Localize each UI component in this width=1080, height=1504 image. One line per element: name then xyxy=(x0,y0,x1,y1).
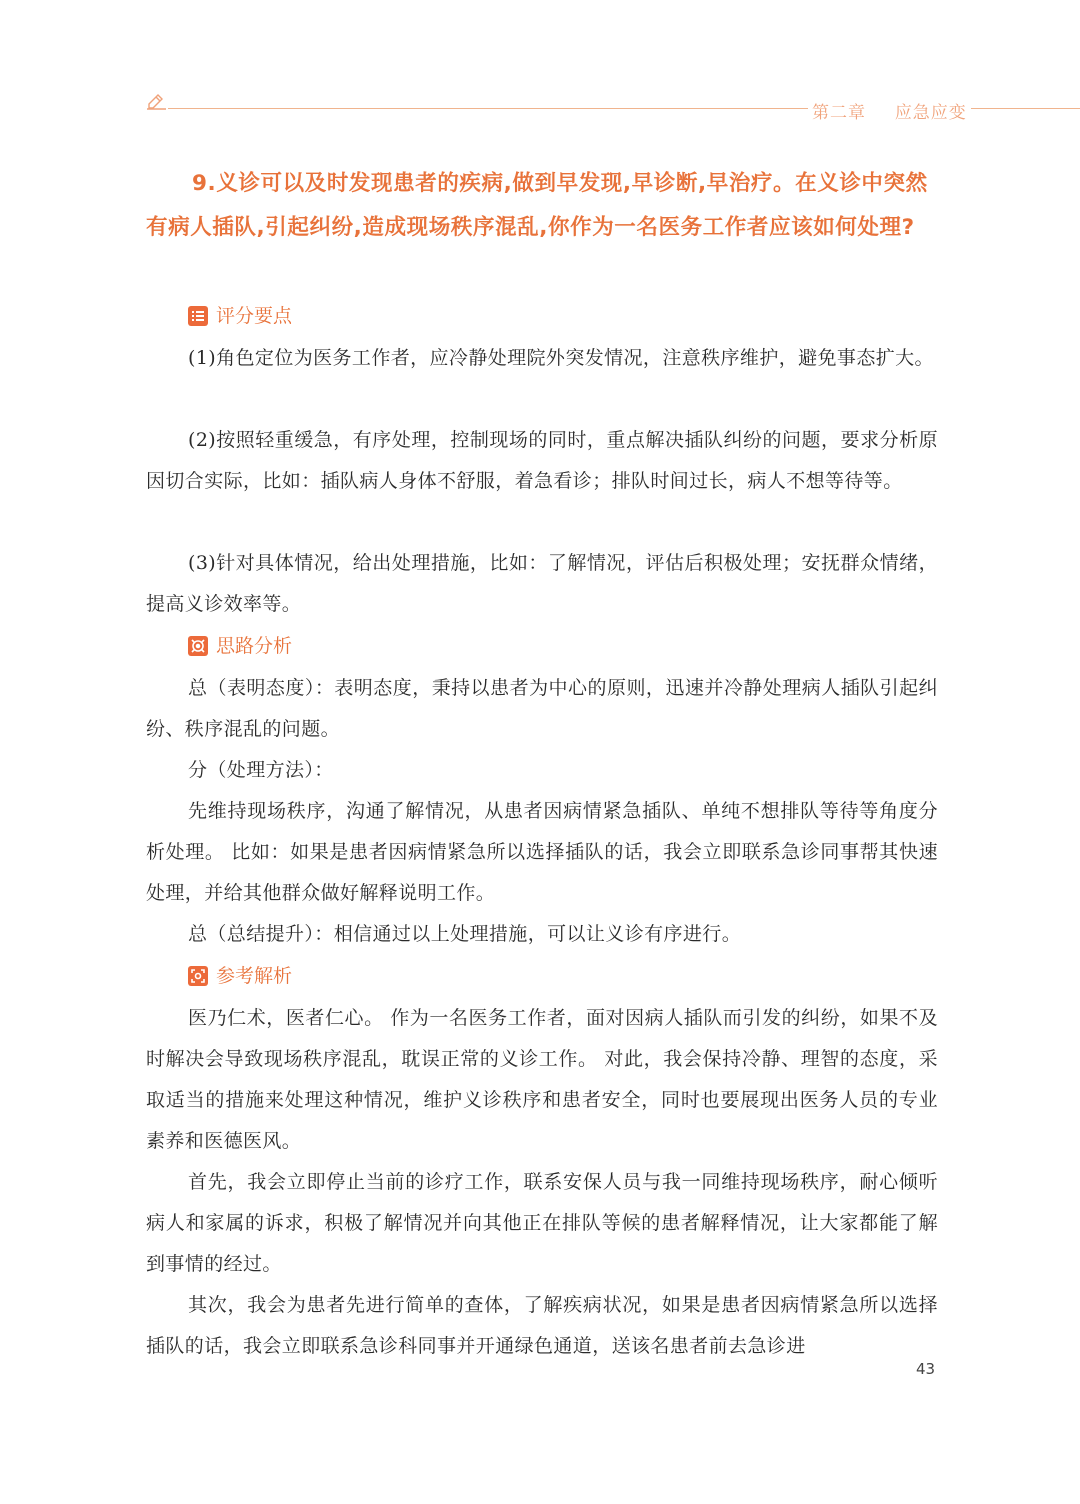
section-scoring-title xyxy=(188,301,292,331)
scoring-item-3: (3)针对具体情况，给出处理措施，比如：了解情况，评估后积极处理；安抚群众情绪，提高义诊效率等。 xyxy=(146,552,938,615)
header-rule-right xyxy=(958,108,1080,109)
reference-item-1: 医乃仁术，医者仁心。 作为一名医务工作者，面对因病人插队而引发的纠纷，如果不及时解决会导致现场秩序混乱，耽误正常的义诊工作。 对此，我会保持冷静、理智的态度，采取适当的措施来处理这种情况，维护义诊秩序和患者安全，同时也要展现出医务人员的专业素养和医德医风。 xyxy=(146,1007,938,1152)
analysis-item-4: 总（总结提升）：相信通过以上处理措施，可以让义诊有序进行。 xyxy=(188,923,742,945)
question-heading: 9.义诊可以及时发现患者的疾病,做到早发现,早诊断,早治疗。在义诊中突然有病人插队,引起纠纷,造成现场秩序混乱,你作为一名医务工作者应该如何处理? xyxy=(146,171,928,240)
analysis-item-1: 总（表明态度）：表明态度，秉持以患者为中心的原则，迅速并冷静处理病人插队引起纠纷、秩序混乱的问题。 xyxy=(146,677,938,740)
scoring-item-1: (1)角色定位为医务工作者，应冷静处理院外突发情况，注意秩序维护，避免事态扩大。 xyxy=(188,347,934,369)
section-reference-title xyxy=(188,961,292,991)
analysis-item-3: 先维持现场秩序，沟通了解情况，从患者因病情紧急插队、单纯不想排队等待等角度分析处理。 比如：如果是患者因病情紧急所以选择插队的话，我会立即联系急诊同事帮其快速处理，并给其他群众做好解释说明工作。 xyxy=(146,800,938,904)
chapter-number: 第二章 xyxy=(812,103,866,123)
chapter-name: 应急应变 xyxy=(894,103,967,123)
chapter-title xyxy=(808,98,971,123)
section-scoring-label: 评分要点 xyxy=(216,305,293,327)
section-reference-label: 参考解析 xyxy=(216,965,293,987)
reference-item-3: 其次，我会为患者先进行简单的查体，了解疾病状况，如果是患者因病情紧急所以选择插队的话，我会立即联系急诊科同事并开通绿色通道，送该名患者前去急诊进 xyxy=(146,1294,938,1357)
list-icon xyxy=(188,306,208,326)
analysis-item-2: 分（处理方法）： xyxy=(188,759,334,781)
reference-item-2: 首先，我会立即停止当前的诊疗工作，联系安保人员与我一同维持现场秩序，耐心倾听病人和家属的诉求，积极了解情况并向其他正在排队等候的患者解释情况，让大家都能了解到事情的经过。 xyxy=(146,1171,938,1275)
section-analysis-label: 思路分析 xyxy=(216,635,293,657)
target-icon xyxy=(188,636,208,656)
pencil-icon xyxy=(146,92,168,110)
focus-icon xyxy=(188,966,208,986)
scoring-item-2: (2)按照轻重缓急，有序处理，控制现场的同时，重点解决插队纠纷的问题，要求分析原因切合实际，比如：插队病人身体不舒服，着急看诊；排队时间过长，病人不想等待等。 xyxy=(146,429,938,492)
section-analysis-title xyxy=(188,631,292,661)
page-number: 43 xyxy=(916,1360,936,1378)
